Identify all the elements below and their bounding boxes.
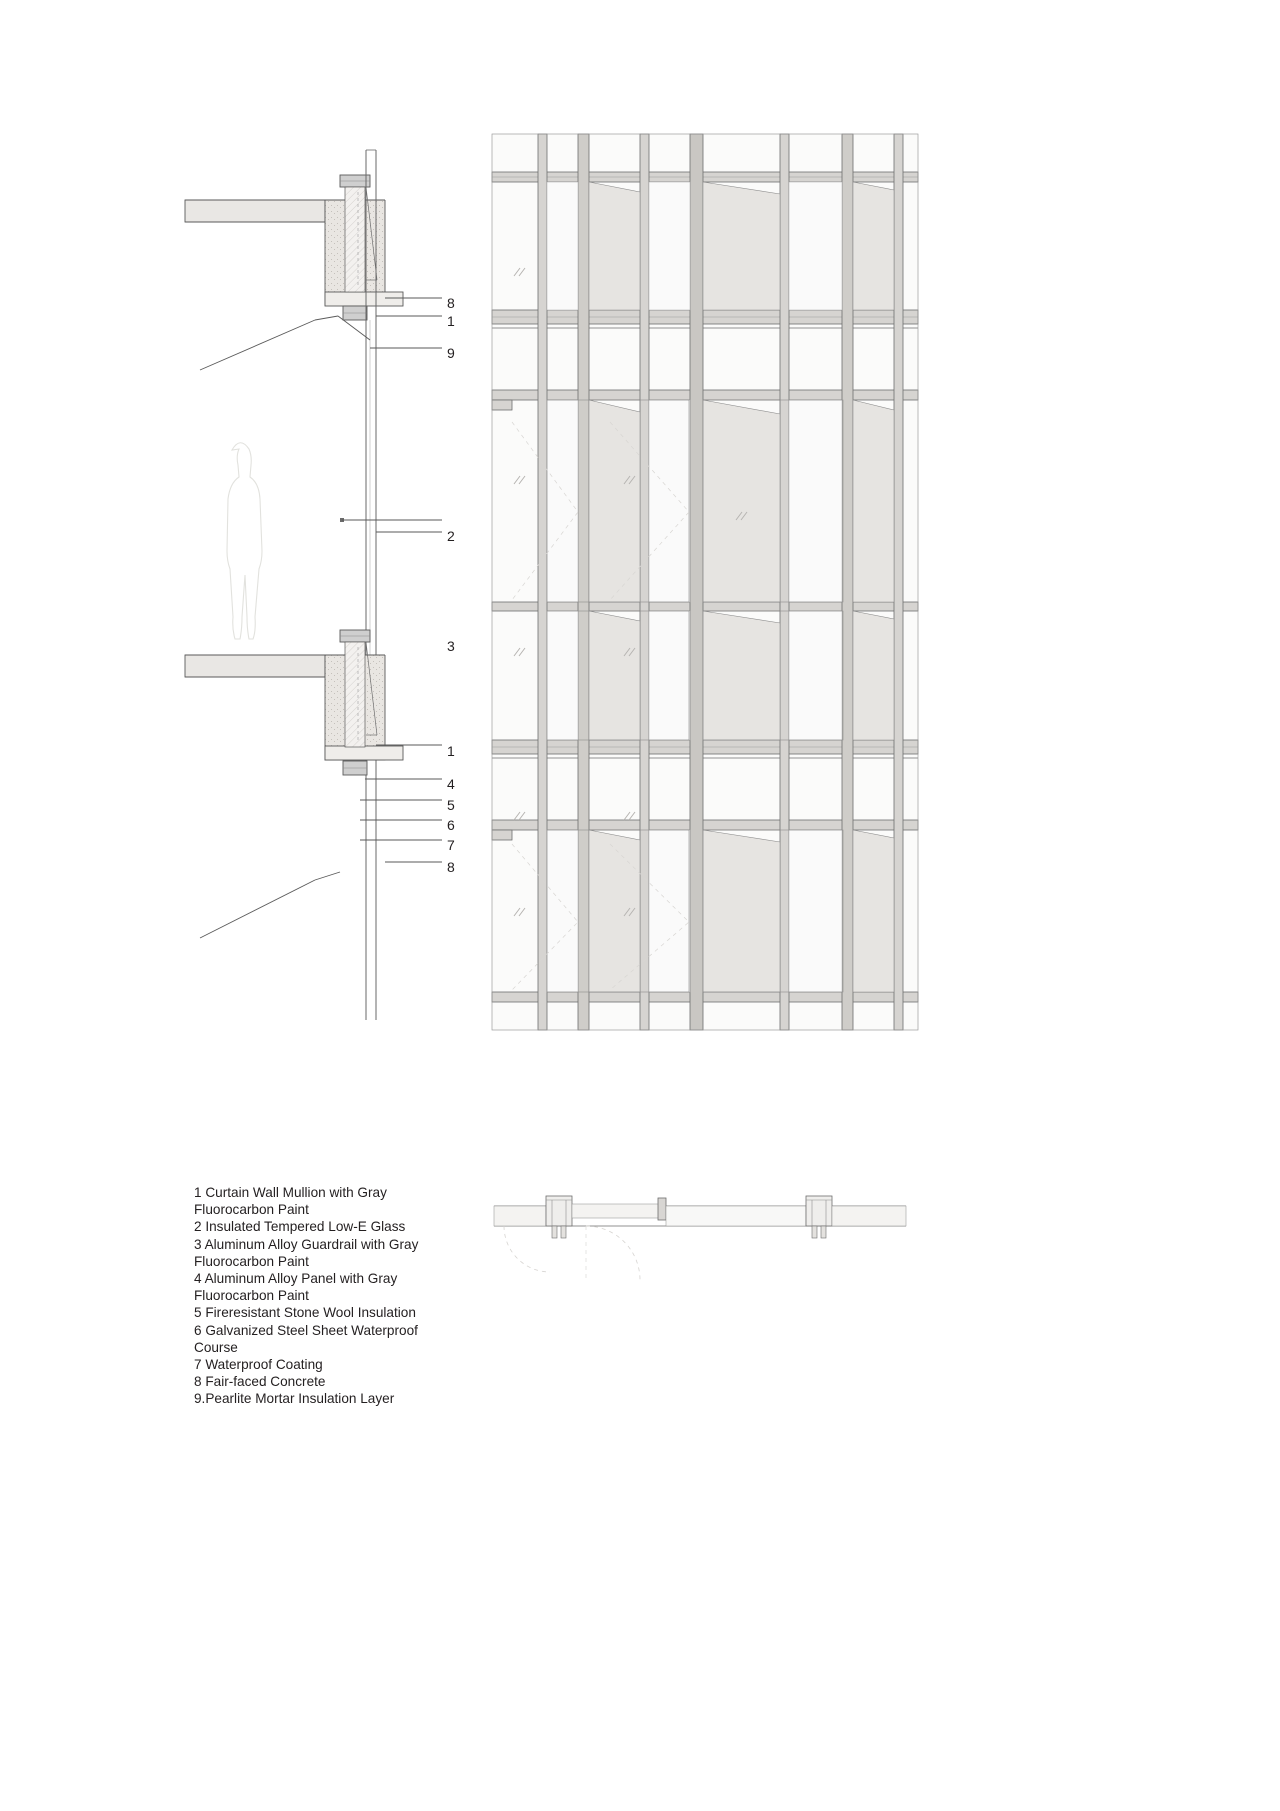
legend-item-5: 5 Fireresistant Stone Wool Insulation: [194, 1305, 416, 1321]
callout-8-lower: 8: [447, 859, 455, 875]
legend-item-1: 1 Curtain Wall Mullion with Gray Fluorocarbon Paint: [194, 1185, 387, 1218]
callout-3: 3: [447, 638, 455, 654]
legend-item-8: 8 Fair-faced Concrete: [194, 1374, 326, 1390]
callout-5: 5: [447, 797, 455, 813]
plan-view: [490, 1178, 910, 1288]
legend-item-2: 2 Insulated Tempered Low-E Glass: [194, 1219, 406, 1235]
callout-2: 2: [447, 528, 455, 544]
callout-6: 6: [447, 817, 455, 833]
callout-1-lower: 1: [447, 743, 455, 759]
callout-4: 4: [447, 776, 455, 792]
legend-item-3: 3 Aluminum Alloy Guardrail with Gray Fluorocarbon Paint: [194, 1236, 419, 1269]
callout-1-upper: 1: [447, 313, 455, 329]
legend-item-9: 9.Pearlite Mortar Insulation Layer: [194, 1391, 395, 1407]
callout-9: 9: [447, 345, 455, 361]
legend-item-7: 7 Waterproof Coating: [194, 1357, 323, 1373]
legend: [194, 1184, 464, 1408]
callout-8-upper: 8: [447, 295, 455, 311]
callout-7: 7: [447, 837, 455, 853]
elevation-view: [490, 132, 920, 1032]
legend-item-4: 4 Aluminum Alloy Panel with Gray Fluorocarbon Paint: [194, 1271, 398, 1304]
section-view: [180, 120, 480, 1070]
legend-item-6: 6 Galvanized Steel Sheet Waterproof Course: [194, 1322, 418, 1355]
